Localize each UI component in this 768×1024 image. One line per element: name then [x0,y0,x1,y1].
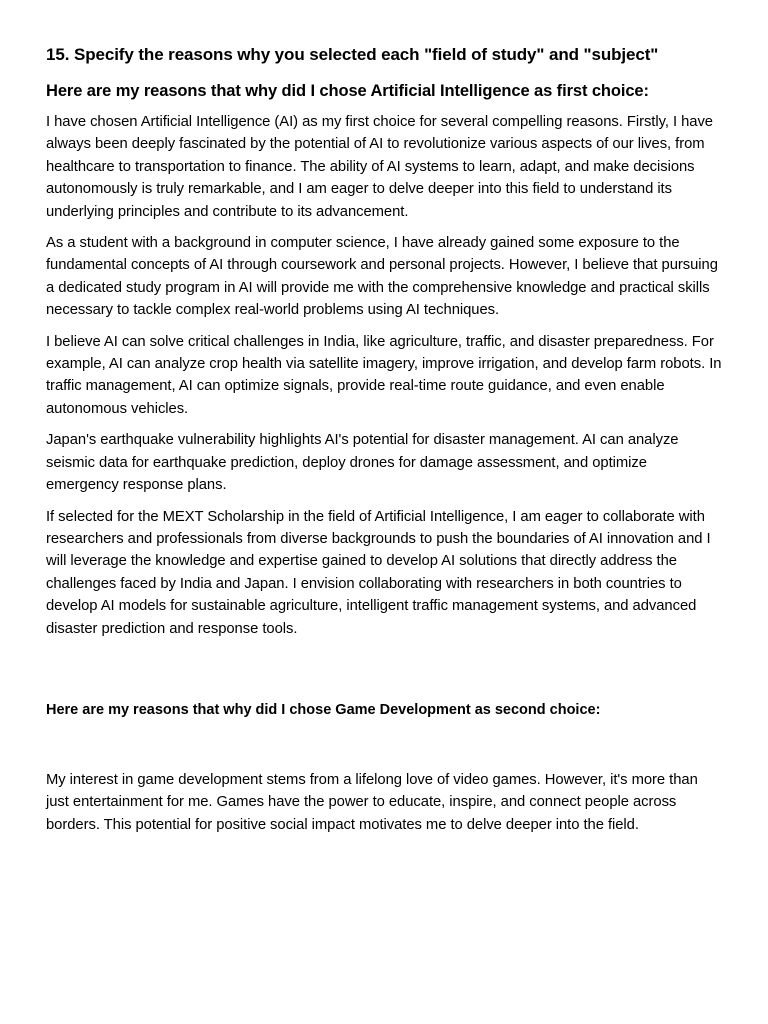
question-title: 15. Specify the reasons why you selected each "field of study" and "subject" [46,45,659,64]
first-choice-heading: Here are my reasons that why did I chose Artificial Intelligence as first choice: [46,82,649,100]
first-choice-paragraph-4: Japan's earthquake vulnerability highlights AI's potential for disaster management. AI can analyze seismic data for earthquake prediction, deploy drones for damage assessment, and optimize emergency response plans. [46,432,679,494]
second-choice-paragraph-1: My interest in game development stems from a lifelong love of video games. However, it's more than just entertainment for me. Games have the power to educate, inspire, and connect people across borders. This potential for positive social impact motivates me to delve deeper into the field. [46,771,698,833]
second-choice-heading: Here are my reasons that why did I chose Game Development as second choice: [46,701,601,718]
first-choice-paragraph-2: As a student with a background in computer science, I have already gained some exposure to the fundamental concepts of AI through coursework and personal projects. However, I believe that pursuing a dedicated study program in AI will provide me with the comprehensive knowledge and practical skills necessary to tackle complex real-world problems using AI techniques. [46,235,718,319]
first-choice-paragraph-5: If selected for the MEXT Scholarship in the field of Artificial Intelligence, I am eager to collaborate with researchers and professionals from diverse backgrounds to push the boundaries of AI innovation and I will leverage the knowledge and expertise gained to develop AI solutions that directly address the challenges faced by India and Japan. I envision collaborating with researchers in both countries to develop AI models for sustainable agriculture, intelligent traffic management systems, and advanced disaster prediction and response tools. [46,508,711,637]
first-choice-paragraph-1: I have chosen Artificial Intelligence (AI) as my first choice for several compelling reasons. Firstly, I have always been deeply fascinated by the potential of AI to revolutionize various aspects of our lives, from healthcare to transportation to finance. The ability of AI systems to learn, adapt, and make decisions autonomously is truly remarkable, and I am eager to delve deeper into this field to understand its underlying principles and contribute to its advancement. [46,114,713,220]
document-page [46,44,722,836]
first-choice-paragraph-3: I believe AI can solve critical challenges in India, like agriculture, traffic, and disaster preparedness. For example, AI can analyze crop health via satellite imagery, improve irrigation, and develop farm robots. In traffic management, AI can optimize signals, provide real-time route guidance, and even enable autonomous vehicles. [46,333,722,417]
